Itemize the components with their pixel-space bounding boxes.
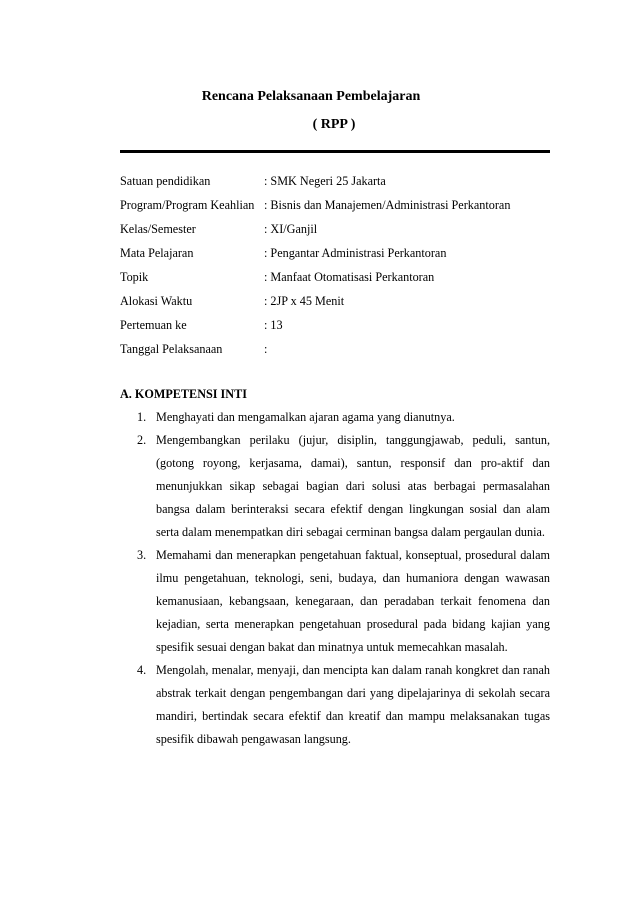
info-value: : XI/Ganjil (264, 222, 318, 236)
info-value: : (264, 342, 268, 356)
info-row-mata-pelajaran (120, 241, 550, 265)
info-label: Tanggal Pelaksanaan (120, 342, 223, 356)
info-row-kelas-semester (120, 217, 550, 241)
list-number: 4. (137, 663, 147, 677)
info-label: Alokasi Waktu (120, 294, 193, 308)
info-label: Satuan pendidikan (120, 174, 211, 188)
title-divider (120, 150, 550, 153)
info-label: Pertemuan ke (120, 318, 187, 332)
info-row-topik (120, 265, 550, 289)
list-item (120, 406, 550, 429)
info-label: Program/Program Keahlian (120, 198, 255, 212)
info-row-pertemuan (120, 313, 550, 337)
list-text: Memahami dan menerapkan pengetahuan faktual, konseptual, prosedural dalam ilmu pengetahuan, teknologi, seni, budaya, dan humaniora dengan wawasan kemanusiaan, kebangsaan, kenegaraan, dan peradaban terkait fenomena dan kejadian, serta menerapkan pengetahuan prosedural pada bidang kajian yang spesifik sesuai dengan bakat dan minatnya untuk memecahkan masalah. (156, 548, 550, 654)
info-label: Topik (120, 270, 149, 284)
info-value: : 2JP x 45 Menit (264, 294, 345, 308)
info-row-alokasi-waktu (120, 289, 550, 313)
info-value: : 13 (264, 318, 283, 332)
info-value: : Pengantar Administrasi Perkantoran (264, 246, 447, 260)
info-label: Kelas/Semester (120, 222, 196, 236)
list-item (120, 659, 550, 751)
info-row-tanggal-pelaksanaan (120, 337, 550, 361)
info-value: : SMK Negeri 25 Jakarta (264, 174, 386, 188)
list-number: 2. (137, 433, 147, 447)
section-heading: A. KOMPETENSI INTI (120, 387, 247, 401)
kompetensi-inti-section (120, 383, 550, 751)
list-number: 1. (137, 410, 147, 424)
info-row-satuan-pendidikan (120, 169, 550, 193)
info-row-program-keahlian (120, 193, 550, 217)
document-subtitle: ( RPP ) (312, 117, 356, 132)
kompetensi-list (120, 406, 550, 751)
list-text: Menghayati dan mengamalkan ajaran agama yang dianutnya. (156, 410, 455, 424)
list-item (120, 544, 550, 659)
document-title: Rencana Pelaksanaan Pembelajaran (201, 89, 421, 104)
list-text: Mengolah, menalar, menyaji, dan mencipta kan dalam ranah kongkret dan ranah abstrak terkait dengan pengembangan dari yang dipelajarinya di sekolah secara mandiri, bertindak secara efektif dan kreatif dan mampu melaksanakan tugas spesifik dibawah pengawasan langsung. (156, 663, 550, 746)
list-item (120, 429, 550, 544)
identity-table (120, 169, 550, 361)
info-value: : Bisnis dan Manajemen/Administrasi Perkantoran (264, 198, 511, 212)
list-text: Mengembangkan perilaku (jujur, disiplin, tanggungjawab, peduli, santun, (gotong royong, kerjasama, damai), santun, responsif dan pro-aktif dan menunjukkan sikap sebagai bagian dari solusi atas berbagai permasalahan bangsa dalam berinteraksi secara efektif dengan lingkungan sosial dan alam serta dalam menempatkan diri sebagai cerminan bangsa dalam pergaulan dunia. (156, 433, 550, 539)
info-label: Mata Pelajaran (120, 246, 194, 260)
list-number: 3. (137, 548, 147, 562)
info-value: : Manfaat Otomatisasi Perkantoran (264, 270, 435, 284)
